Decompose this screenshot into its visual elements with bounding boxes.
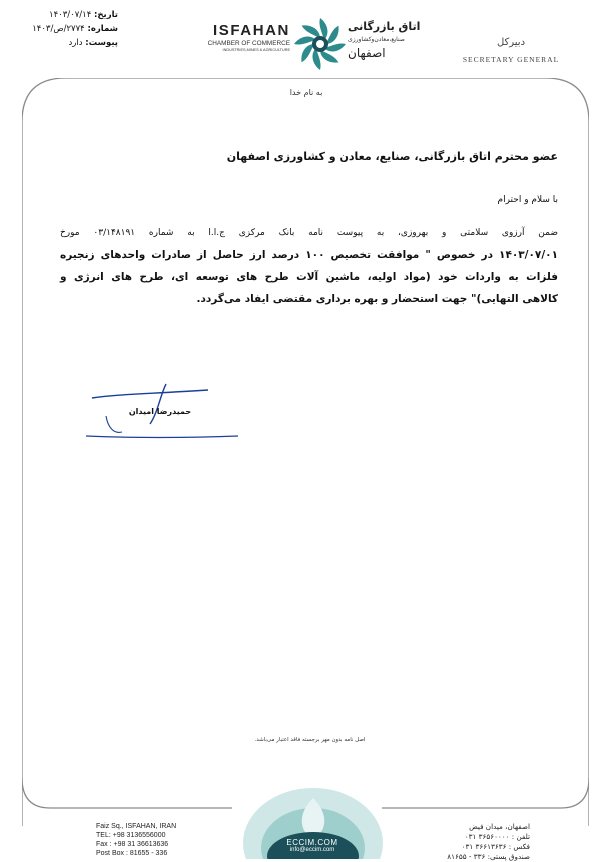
logo-en-subtitle-2: INDUSTRIES,MINES & AGRICULTURE: [222, 48, 290, 52]
footer-web: [264, 838, 360, 853]
bismillah: به نام خدا: [289, 88, 323, 97]
footer-address-fa: [430, 822, 530, 862]
recipient-line: عضو محترم اتاق بازرگانی، صنایع، معادن و کشاورزی اصفهان: [226, 150, 558, 163]
footer-postbox-fa: صندوق پستی: ۳۳۶ - ۸۱۶۵۵: [447, 852, 530, 861]
body-line: کالاهی التهایی)" جهت استحضار و بهره برداری مقتضی ایفاد می‌گردد.: [196, 293, 558, 305]
footer-website: ECCIM.COM: [286, 838, 338, 847]
validity-note: اصل نامه بدون مهر برجسته فاقد اعتبار می‌باشد.: [254, 737, 366, 743]
footer-fax-fa: فکس : ۳۶۶۱۳۶۳۶ ۰۳۱: [461, 842, 530, 851]
logo-fa-subtitle: صنایع،معادن‌وکشاورزی: [348, 36, 405, 43]
secretary-general-fa: دبیرکل: [496, 37, 526, 48]
meta-attachment: پیوست: دارد: [68, 38, 118, 48]
footer-address-line-fa: اصفهان، میدان فیض: [469, 822, 530, 831]
chamber-emblem-icon: [292, 16, 348, 72]
signatory-name: حمیدرضا امیدان: [128, 407, 192, 416]
footer-address-line: Faiz Sq., ISFAHAN, IRAN: [96, 823, 177, 830]
body-line: ضمن آرزوی سلامتی و بهروزی، به پیوست نامه بانک مرکزی ج.ا.ا به شماره ۰۳/۱۴۸۱۹۱ مورخ: [60, 228, 558, 238]
logo-fa-city: اصفهان: [348, 46, 386, 60]
logo-en-title: ISFAHAN: [212, 22, 290, 39]
chamber-logo: [196, 16, 446, 72]
body-line: فلزات به واردات خود (مواد اولیه، ماشین آلات طرح های توسعه ای، طرح های انرژی و: [60, 271, 558, 283]
letter-body: [60, 222, 558, 310]
logo-fa-title: اتاق بازرگانی: [348, 20, 421, 33]
body-line: ۱۴۰۳/۰۷/۰۱ در خصوص " موافقت تخصیص ۱۰۰ درصد ارز حاصل از صادرات واحدهای زنجیره: [60, 249, 558, 261]
footer-email: info@eccim.com: [289, 847, 335, 853]
footer-tel-fa: تلفن : ۳۶۵۶۰۰۰۰ ۰۳۱: [464, 832, 530, 841]
footer-fax: Fax : +98 31 36613636: [96, 841, 169, 848]
letter-meta: [8, 8, 118, 50]
footer-postbox: Post Box : 81655 - 336: [96, 850, 168, 857]
greeting: با سلام و احترام: [497, 195, 558, 205]
meta-number: شماره: ۲۷۷۴/ص/۱۴۰۳: [32, 24, 118, 34]
meta-date: تاریخ: ۱۴۰۳/۰۷/۱۴: [49, 10, 118, 20]
page-frame: [22, 78, 589, 826]
logo-en-subtitle: CHAMBER OF COMMERCE: [207, 40, 290, 47]
secretary-general-en: SECRETARY GENERAL: [462, 55, 560, 64]
footer-tel: TEL: +98 3136556000: [96, 832, 166, 839]
footer-address-en: [96, 822, 196, 858]
